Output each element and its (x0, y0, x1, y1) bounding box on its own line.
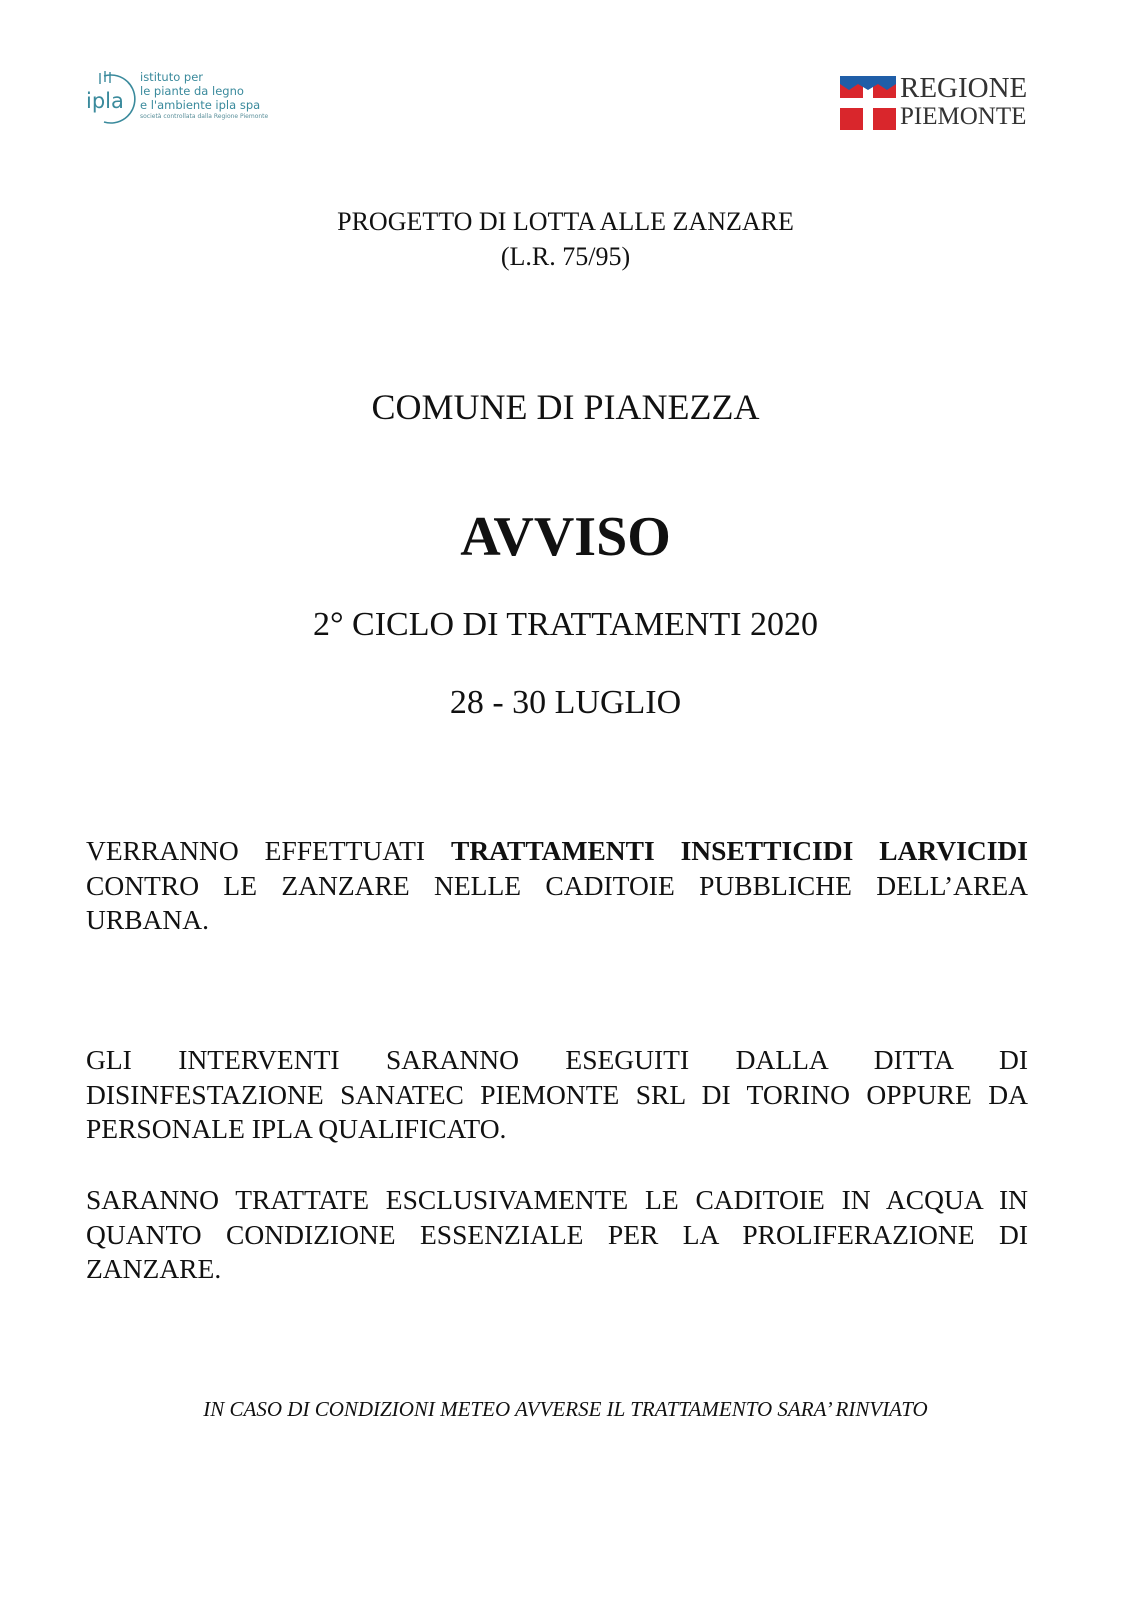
date-range: 28 - 30 LUGLIO (449, 684, 682, 721)
piemonte-line: PIEMONTE (900, 103, 1027, 130)
weather-note: IN CASO DI CONDIZIONI METEO AVVERSE IL TRATTAMENTO SARA’ RINVIATO (203, 1397, 928, 1421)
treatment-cycle: 2° CICLO DI TRATTAMENTI 2020 (312, 606, 819, 643)
ipla-subline: società controllata dalla Regione Piemonte (140, 113, 269, 120)
ipla-mark-text: ipla (86, 89, 124, 113)
paragraph-drains: SARANNO TRATTATE ESCLUSIVAMENTE LE CADITOIE IN ACQUA IN QUANTO CONDIZIONE ESSENZIALE PER LA PROLIFERAZIONE DI ZANZARE. (86, 1184, 1028, 1284)
project-law: (L.R. 75/95) (500, 242, 631, 271)
ipla-text (140, 70, 290, 121)
project-title: PROGETTO DI LOTTA ALLE ZANZARE (337, 207, 794, 236)
comune-title: COMUNE DI PIANEZZA (371, 387, 760, 427)
ipla-mark-icon (86, 70, 140, 128)
ipla-line: istituto per (140, 70, 203, 84)
ipla-line: le piante da legno (140, 84, 244, 98)
paragraph-contractor: GLI INTERVENTI SARANNO ESEGUITI DALLA DITTA DI DISINFESTAZIONE SANATEC PIEMONTE SRL DI TORINO OPPURE DA PERSONALE IPLA QUALIFICATO. (86, 1044, 1028, 1144)
piemonte-flag-icon (840, 76, 896, 130)
paragraph-treatments (86, 834, 1028, 938)
paragraph-bold-text: TRATTAMENTI INSETTICIDI LARVICIDI (450, 835, 1028, 866)
ipla-line: e l'ambiente ipla spa (140, 98, 261, 112)
paragraph-text: CONTRO LE ZANZARE NELLE CADITOIE PUBBLICHE DELL’AREA URBANA. (86, 869, 1028, 935)
regione-piemonte-logo (840, 73, 1040, 133)
regione-text (900, 73, 1027, 130)
paragraph-text: VERRANNO EFFETTUATI (86, 835, 451, 866)
ipla-logo (86, 70, 286, 130)
avviso-heading: AVVISO (460, 506, 671, 568)
regione-line: REGIONE (900, 72, 1028, 104)
